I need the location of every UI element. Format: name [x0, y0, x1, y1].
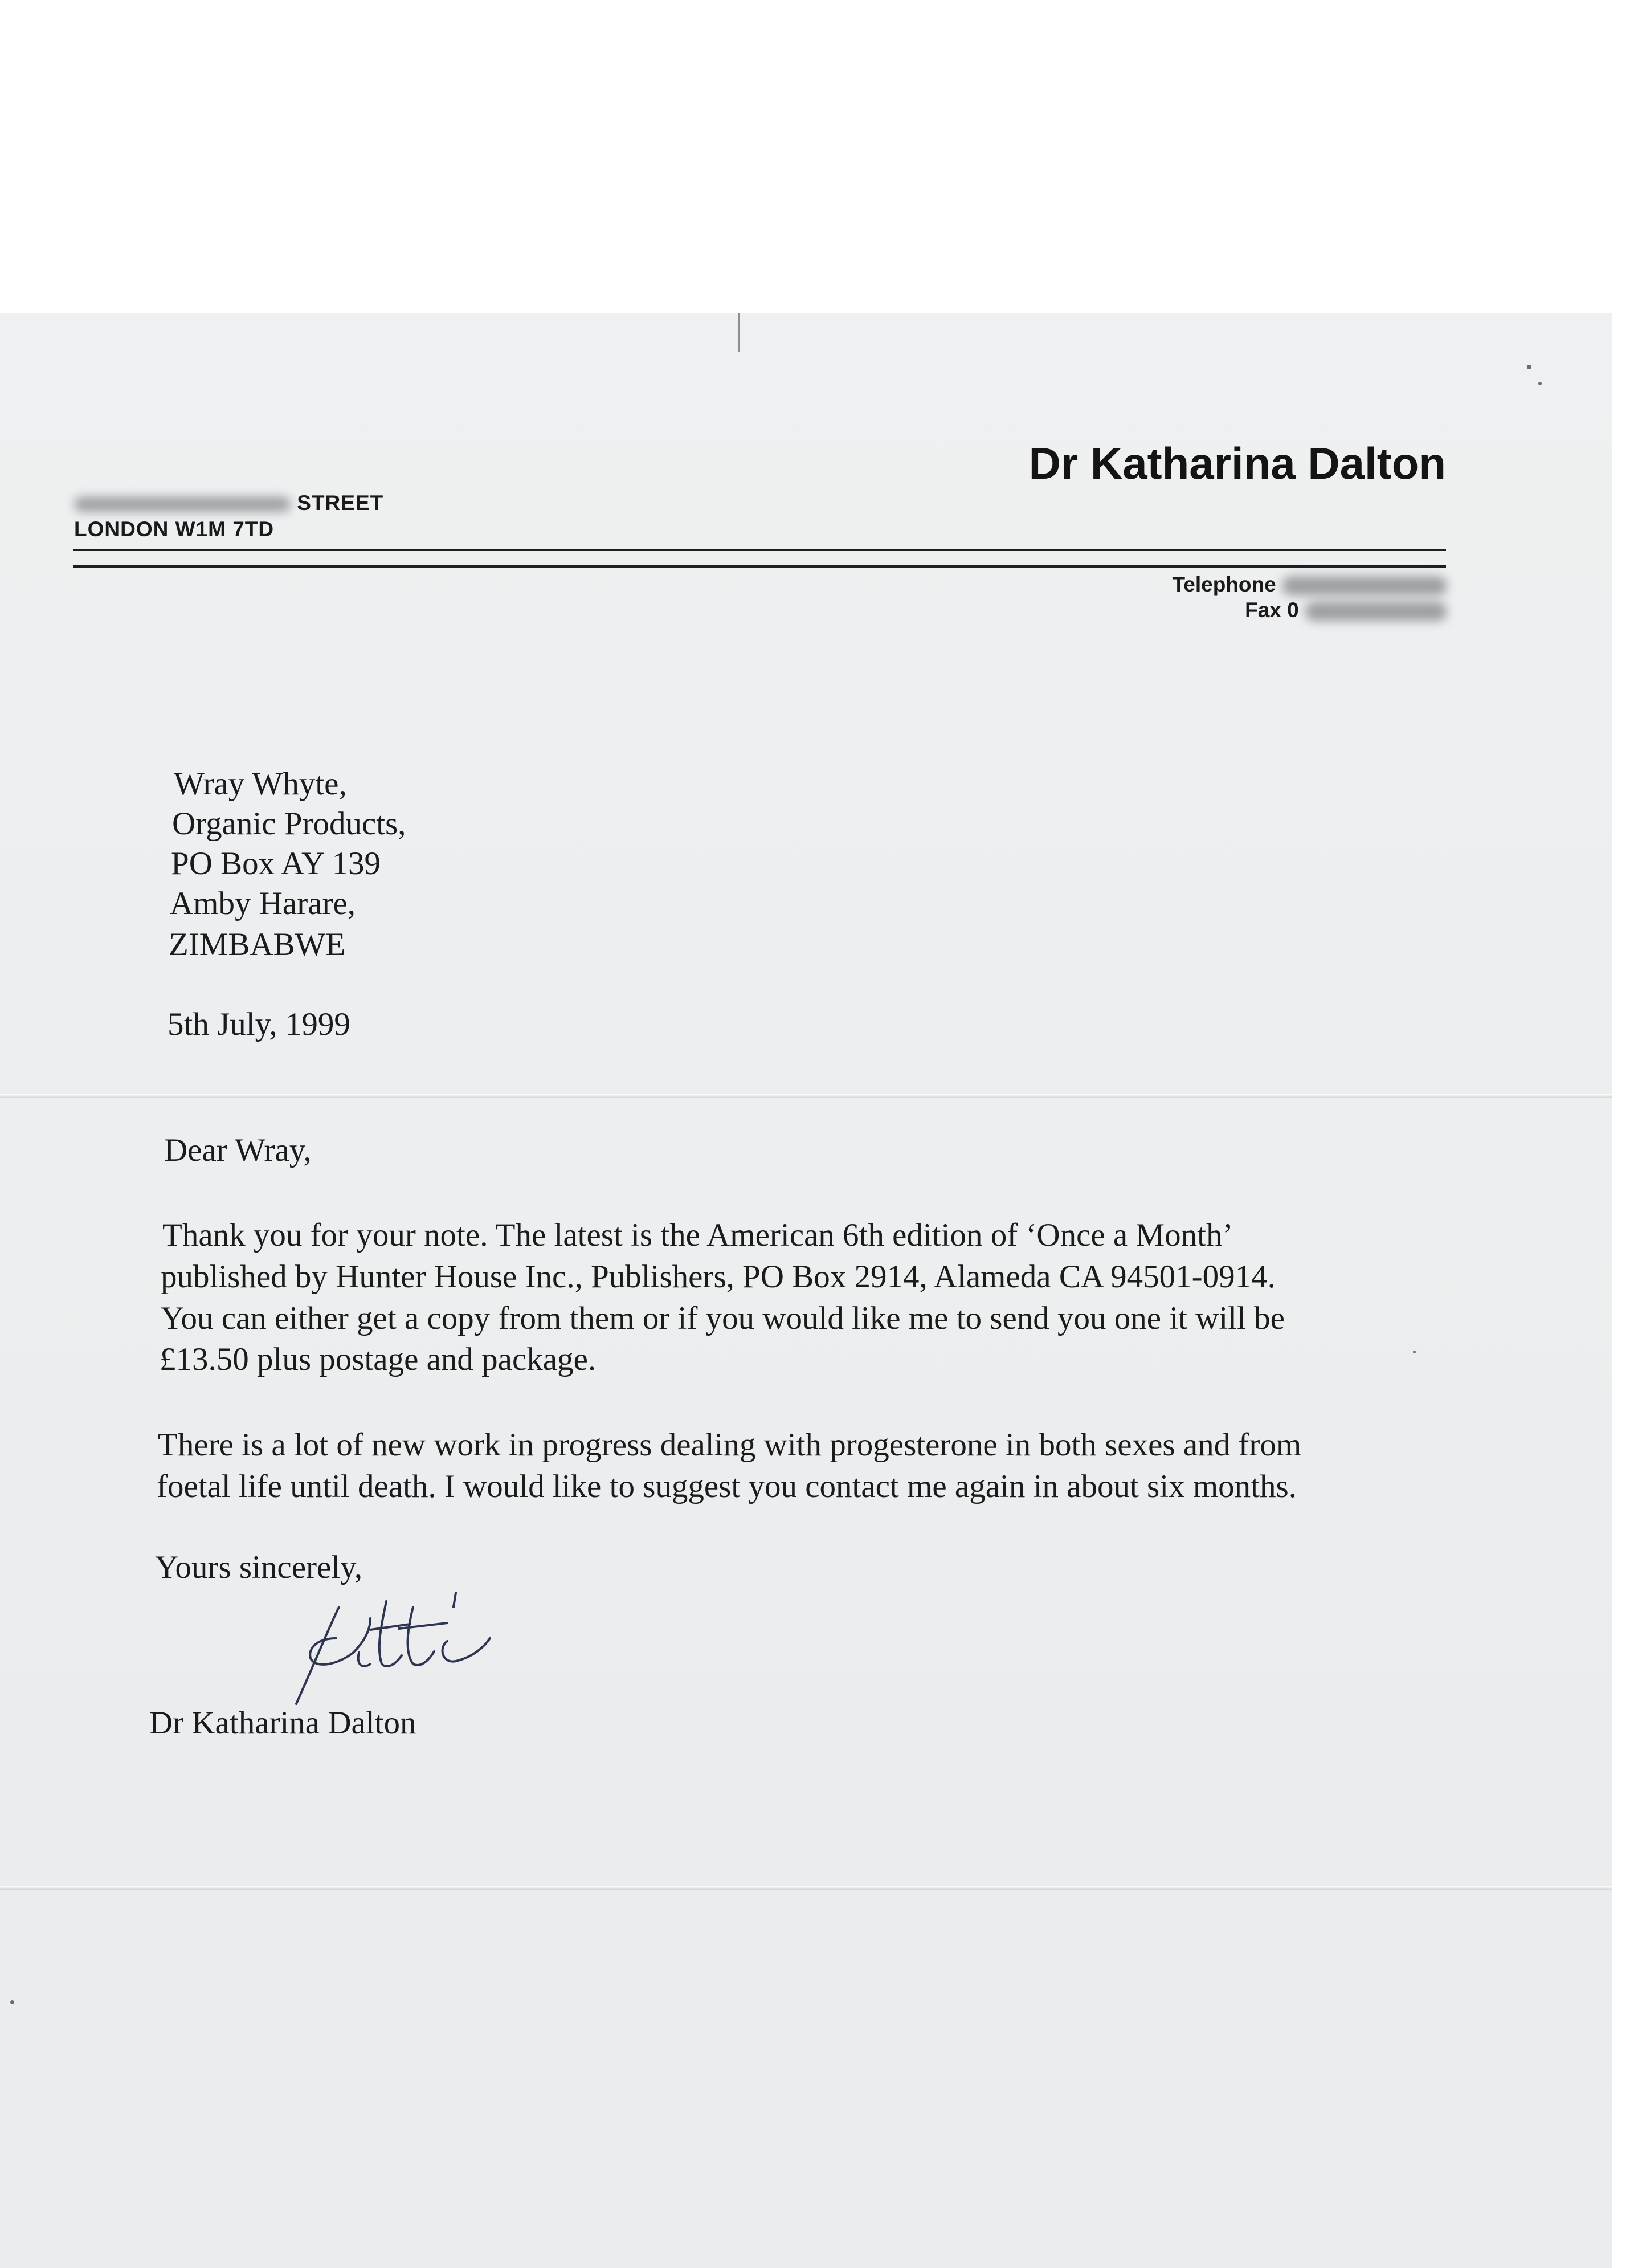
letterhead-fax: Fax 0: [877, 598, 1447, 622]
salutation: Dear Wray,: [164, 1132, 312, 1168]
paper-speck: [1538, 382, 1542, 385]
letter-paper: [0, 313, 1612, 2268]
recipient-line: Organic Products,: [172, 806, 406, 842]
paper-speck: [1527, 365, 1531, 369]
paragraph1-line: You can either get a copy from them or if you would like me to send you one it will be: [161, 1300, 1285, 1336]
fold-crease: [0, 1886, 1612, 1890]
redacted-street: [74, 497, 291, 512]
letterhead-address-line2: LONDON W1M 7TD: [74, 517, 275, 541]
paragraph2-line: There is a lot of new work in progress dealing with progesterone in both sexes and from: [158, 1427, 1302, 1463]
paper-clip-mark: [738, 313, 740, 352]
letterhead-rule-top: [73, 549, 1446, 551]
letterhead-rule-bottom: [73, 565, 1446, 568]
paragraph1-line: £13.50 plus postage and package.: [160, 1341, 597, 1377]
paragraph2-line: foetal life until death. I would like to suggest you contact me again in about six months.: [157, 1469, 1297, 1504]
recipient-line: Amby Harare,: [170, 886, 356, 921]
signature-stroke: [296, 1593, 490, 1704]
recipient-line: PO Box AY 139: [171, 846, 381, 882]
handwritten-signature: [285, 1584, 547, 1715]
letterhead-name: Dr Katharina Dalton: [1028, 438, 1446, 488]
paragraph1-line: published by Hunter House Inc., Publishers, PO Box 2914, Alameda CA 94501-0914.: [161, 1259, 1276, 1295]
letterhead-telephone: Telephone: [877, 573, 1447, 597]
closing: Yours sincerely,: [155, 1549, 363, 1585]
redacted-fax: [1305, 602, 1447, 621]
paper-speck: [10, 2000, 14, 2004]
redacted-telephone: [1282, 576, 1447, 595]
letter-date: 5th July, 1999: [168, 1006, 350, 1042]
fold-crease: [0, 1094, 1612, 1098]
recipient-line: Wray Whyte,: [174, 766, 347, 802]
paper-speck: [1413, 1351, 1416, 1353]
signatory-name: Dr Katharina Dalton: [149, 1705, 416, 1741]
paragraph1-line: Thank you for your note. The latest is the American 6th edition of ‘Once a Month’: [162, 1217, 1233, 1253]
letterhead-address-line1: STREET: [74, 491, 383, 515]
recipient-line: ZIMBABWE: [169, 927, 346, 962]
